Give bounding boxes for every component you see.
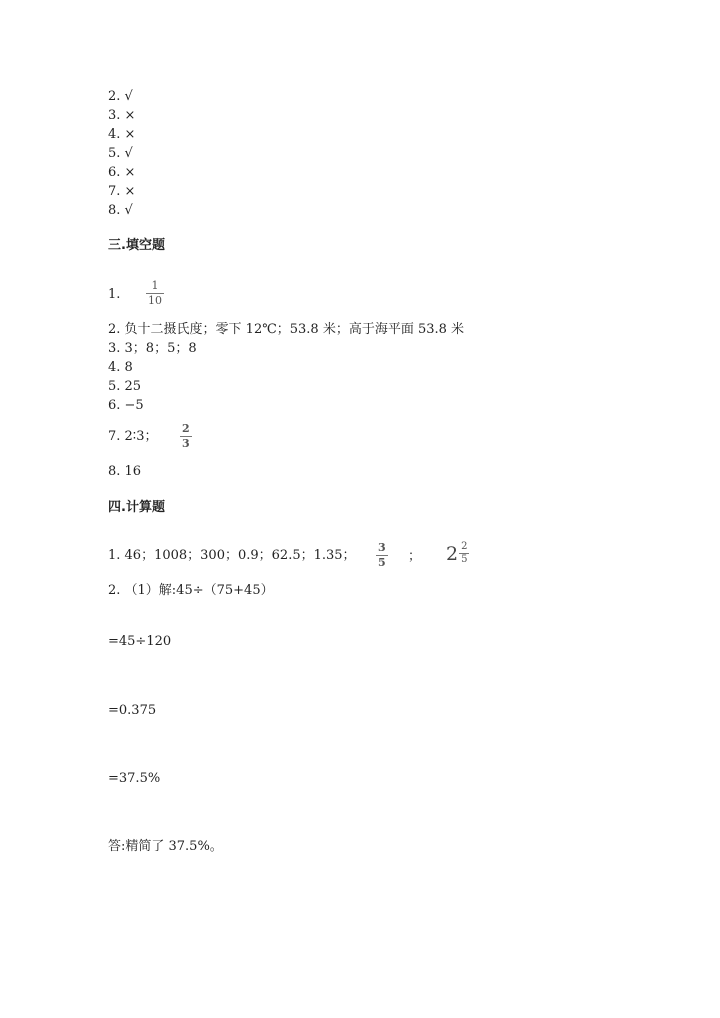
judgement-answer-3: 3. ×: [108, 108, 136, 123]
fraction-numerator: 2: [461, 541, 468, 552]
mixed-whole: 2: [446, 542, 459, 565]
fraction-numerator: 2: [182, 422, 190, 435]
calc-answer-2-line-4: =37.5%: [108, 771, 161, 786]
fill-answer-7-label: 7. 2∶3；: [108, 429, 158, 444]
judgement-answer-4: 4. ×: [108, 127, 136, 142]
calc-answer-conclusion: 答:精简了 37.5%。: [108, 839, 223, 854]
fraction-denominator: 5: [461, 554, 468, 565]
judgement-answer-2: 2. √: [108, 89, 133, 104]
mixed-fraction: [459, 542, 469, 565]
fill-answer-6: 6. −5: [108, 398, 144, 413]
fill-answer-5: 5. 25: [108, 379, 142, 394]
fraction-numerator: 1: [151, 279, 159, 292]
calc-answer-2-line-2: =45÷120: [108, 634, 172, 649]
fraction-denominator: 3: [182, 437, 190, 450]
judgement-answer-5: 5. √: [108, 146, 133, 161]
judgement-answer-7: 7. ×: [108, 184, 136, 199]
fill-answer-1-label: 1.: [108, 287, 121, 302]
section-heading-calculation: 四.计算题: [108, 500, 165, 515]
judgement-answer-6: 6. ×: [108, 165, 136, 180]
calc-answer-1-separator: ；: [408, 549, 422, 564]
calc-answer-2-line-1: 2. （1）解:45÷（75+45）: [108, 583, 274, 598]
judgement-answer-8: 8. √: [108, 203, 133, 218]
fraction-numerator: 3: [378, 541, 386, 554]
fill-answer-2: 2. 负十二摄氏度；零下 12℃；53.8 米；高于海平面 53.8 米: [108, 322, 465, 337]
fill-answer-3: 3. 3；8；5；8: [108, 341, 197, 356]
fill-answer-7-fraction: [180, 423, 192, 450]
fill-answer-8: 8. 16: [108, 464, 142, 479]
calc-answer-1-mixed-number: [446, 542, 469, 565]
calc-answer-1-text: 1. 46；1008；300；0.9；62.5；1.35；: [108, 548, 356, 563]
section-heading-fill-in: 三.填空题: [108, 238, 165, 253]
calc-answer-1-fraction: [376, 542, 388, 569]
fill-answer-1-fraction: [146, 280, 164, 307]
calc-answer-2-line-3: =0.375: [108, 703, 157, 718]
fraction-denominator: 10: [148, 294, 162, 307]
fill-answer-4: 4. 8: [108, 360, 133, 375]
fraction-denominator: 5: [378, 556, 386, 569]
